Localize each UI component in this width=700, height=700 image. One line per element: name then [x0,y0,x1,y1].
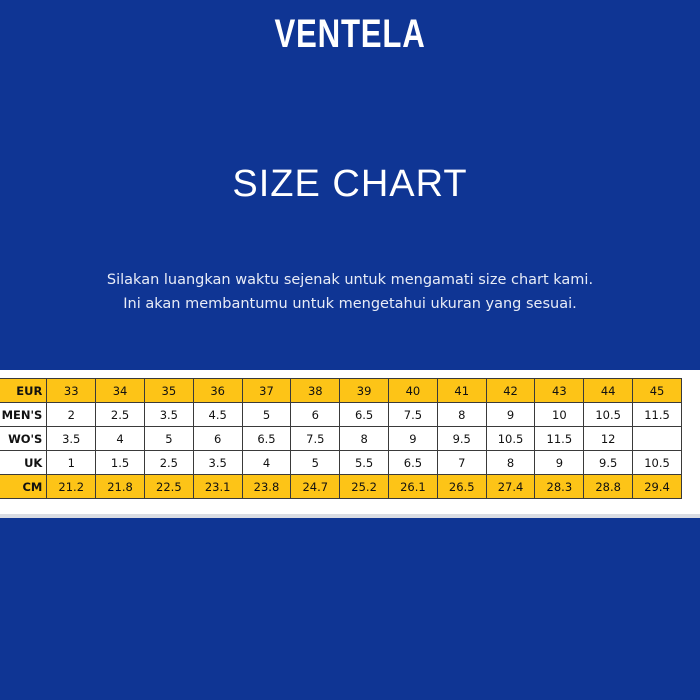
size-cell: 43 [535,379,584,403]
size-cell: 40 [389,379,438,403]
size-cell: 8 [340,427,389,451]
size-cell: 23.1 [193,475,242,499]
size-cell: 10 [535,403,584,427]
size-cell: 3.5 [47,427,96,451]
size-cell: 36 [193,379,242,403]
size-cell: 12 [584,427,633,451]
size-cell: 22.5 [144,475,193,499]
row-label: WO'S [0,427,47,451]
size-cell: 45 [633,379,682,403]
size-cell: 27.4 [486,475,535,499]
size-cell: 21.2 [47,475,96,499]
size-table [0,378,682,499]
size-table-band [0,370,700,518]
page-title: SIZE CHART [232,163,468,205]
size-cell: 42 [486,379,535,403]
size-cell: 4 [96,427,145,451]
row-label: UK [0,451,47,475]
size-cell: 6.5 [340,403,389,427]
size-row-cm [0,475,682,499]
size-row-eur [0,379,682,403]
size-cell: 9 [486,403,535,427]
size-cell: 7 [437,451,486,475]
size-cell: 6.5 [389,451,438,475]
size-cell: 2.5 [144,451,193,475]
size-row-wo-s [0,427,682,451]
size-cell: 11.5 [633,403,682,427]
size-cell: 25.2 [340,475,389,499]
size-cell: 28.3 [535,475,584,499]
intro-line-1: Silakan luangkan waktu sejenak untuk mengamati size chart kami. [106,272,594,288]
size-cell: 44 [584,379,633,403]
size-cell: 4.5 [193,403,242,427]
size-cell: 26.1 [389,475,438,499]
size-cell: 41 [437,379,486,403]
size-cell: 7.5 [389,403,438,427]
intro-line-2: Ini akan membantumu untuk mengetahui ukuran yang sesuai. [123,296,577,312]
size-cell: 4 [242,451,291,475]
row-label: EUR [0,379,47,403]
size-cell: 37 [242,379,291,403]
brand-logo: VENTELA [274,12,426,56]
size-cell: 6.5 [242,427,291,451]
size-cell: 39 [340,379,389,403]
size-cell: 6 [291,403,340,427]
size-cell: 1 [47,451,96,475]
size-cell: 5 [291,451,340,475]
size-cell: 8 [437,403,486,427]
size-cell: 9.5 [584,451,633,475]
size-cell: 5 [144,427,193,451]
size-cell: 9 [389,427,438,451]
size-cell: 2.5 [96,403,145,427]
size-cell: 6 [193,427,242,451]
row-label: CM [0,475,47,499]
size-cell: 5 [242,403,291,427]
size-cell: 10.5 [486,427,535,451]
size-cell: 33 [47,379,96,403]
intro-text [0,268,700,316]
size-cell: 3.5 [144,403,193,427]
size-cell: 10.5 [584,403,633,427]
size-cell: 9.5 [437,427,486,451]
size-cell: 23.8 [242,475,291,499]
size-cell: 28.8 [584,475,633,499]
size-cell: 21.8 [96,475,145,499]
size-cell: 24.7 [291,475,340,499]
size-cell [633,427,682,451]
size-cell: 8 [486,451,535,475]
size-cell: 10.5 [633,451,682,475]
size-cell: 34 [96,379,145,403]
size-cell: 11.5 [535,427,584,451]
size-cell: 9 [535,451,584,475]
size-cell: 7.5 [291,427,340,451]
size-cell: 35 [144,379,193,403]
size-cell: 5.5 [340,451,389,475]
size-cell: 29.4 [633,475,682,499]
size-cell: 38 [291,379,340,403]
size-cell: 3.5 [193,451,242,475]
size-row-men-s [0,403,682,427]
size-cell: 26.5 [437,475,486,499]
size-row-uk [0,451,682,475]
size-cell: 2 [47,403,96,427]
size-cell: 1.5 [96,451,145,475]
row-label: MEN'S [0,403,47,427]
